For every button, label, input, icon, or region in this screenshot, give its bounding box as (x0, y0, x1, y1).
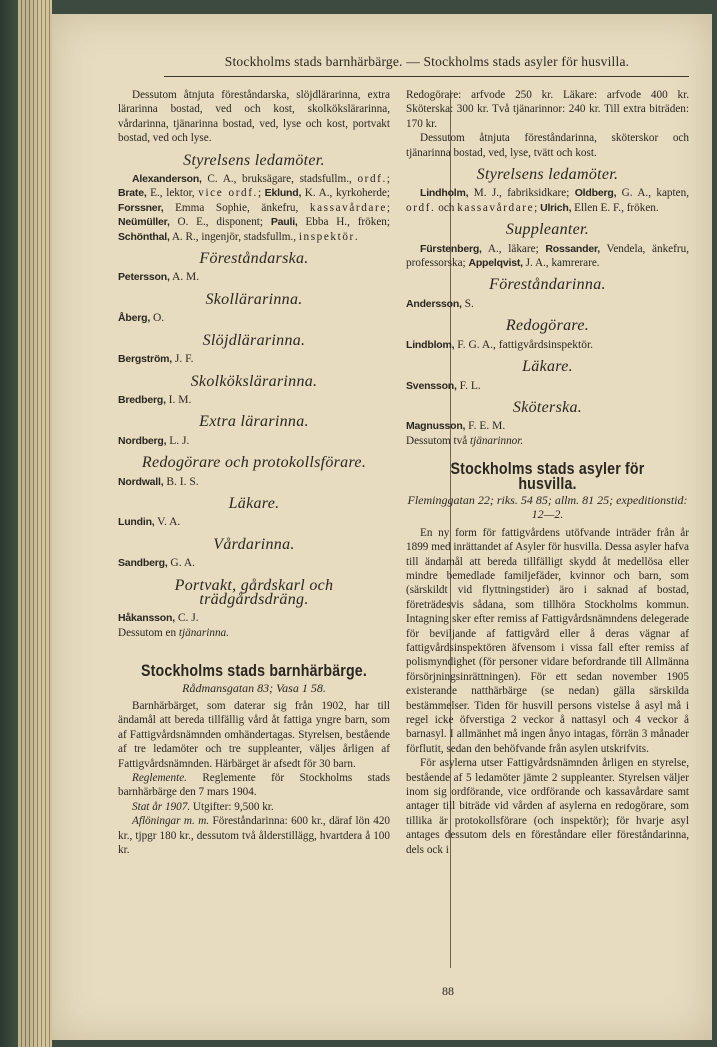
member-name: Appelqvist, (468, 257, 523, 270)
suppleanter-members (406, 242, 689, 271)
board-member-role: vice ordf. (198, 187, 258, 200)
staff-name: Lindblom, (406, 338, 455, 351)
staff-initials: F. L. (456, 379, 481, 392)
board-member-name: Alexanderson, (132, 173, 202, 186)
board-member-detail: C. A., bruksägare, stadsfullm., (201, 173, 358, 186)
page-number: 88 (442, 984, 454, 998)
member-detail: M. J., fabriksidkare; (468, 187, 575, 200)
right-intro-2: Dessutom åtnjuta föreståndarinna, sköterskor och tjänarinna bostad, ved, lyse, tvätt och kost. (406, 132, 689, 159)
right-column (406, 88, 689, 857)
staff-heading: Slöjdlärarinna. (202, 331, 306, 349)
staff-name: Håkansson, (118, 612, 175, 625)
suppleanter-heading: Suppleanter. (505, 221, 590, 239)
staff-heading: Föreståndarinna. (489, 276, 606, 294)
member-name: Ulrich, (540, 201, 572, 214)
staff-name: Nordwall, (118, 475, 164, 488)
member-name: Lindholm, (420, 187, 469, 200)
running-head-left: Stockholms stads barnhärbärge. (224, 54, 403, 69)
staff-initials: I. M. (165, 393, 192, 406)
staff-name: Sandberg, (118, 557, 168, 570)
staff-initials: O. (150, 312, 165, 325)
staff-name: Petersson, (118, 271, 170, 284)
board-member-name: Pauli, (270, 216, 298, 229)
board-member-tail: ; (386, 201, 390, 214)
staff-heading: Läkare. (228, 494, 280, 512)
staff-entry (118, 393, 390, 407)
right-intro: Redogörare: arfvode 250 kr. Läkare: arfvode 400 kr. Sköterska: 300 kr. Två tjänarinnor: 240 kr. Till extra biträden: 170 kr. (406, 89, 689, 130)
section-address: Rådmansgatan 83; Vasa 1 58. (182, 680, 326, 695)
staff-heading: Extra lärarinna. (199, 413, 309, 431)
reglemente-label: Reglemente. (132, 772, 187, 785)
board-member-detail: O. E., disponent; (169, 216, 264, 229)
staff-initials: G. A. (167, 557, 196, 570)
board-member-tail: ; (386, 173, 390, 186)
staff-note-italic: tjänarinna. (178, 626, 229, 639)
staff-entry (118, 434, 390, 448)
staff-name: Magnusson, (406, 420, 466, 433)
staff-entry (118, 475, 390, 489)
member-detail: Ellen E. F., fröken. (571, 201, 659, 214)
board-members (118, 172, 390, 244)
staff-name: Bergström, (118, 353, 173, 366)
running-head (167, 54, 687, 70)
staff-entry (406, 379, 689, 393)
staff-heading: Portvakt, gårdskarl och trädgårdsdräng. (174, 576, 334, 608)
member-detail: och (435, 201, 458, 214)
stat-text: Utgifter: 9,500 kr. (190, 800, 274, 813)
member-name: Rossander, (545, 242, 600, 255)
staff-initials: F. G. A., fattigvårdsinspektör. (454, 338, 594, 351)
staff-entry (406, 419, 689, 433)
header-rule (164, 76, 689, 77)
right-board-members (406, 186, 689, 215)
running-head-right: Stockholms stads asyler för husvilla. (423, 54, 630, 69)
staff-entry (118, 352, 390, 366)
staff-initials: B. I. S. (163, 475, 199, 488)
stat (118, 800, 390, 814)
staff-heading: Redogörare. (505, 317, 590, 335)
right-staff-note-italic: tjänarinnor. (470, 434, 524, 447)
staff-entry (118, 556, 390, 570)
member-detail: Vendela, änkefru, professorska; (406, 242, 689, 270)
staff-heading: Skollärarinna. (205, 290, 303, 308)
member-role: ordf. (406, 201, 436, 214)
staff-name: Svensson, (406, 379, 457, 392)
member-detail: G. A., kapten, (616, 187, 689, 200)
board-member-detail: A. R., ingenjör, stadsfullm., (169, 230, 299, 243)
aflon-label: Aflöningar m. m. (132, 815, 210, 828)
section-text: Barnhärbärget, som daterar sig från 1902, har till ändamål att bereda tillfällig vård åt fattiga yngre barn, som af Fattigvårdsnämnden omhändertagas. Styrelsen, bestående af tre ledamöter och tre suppleanter, väljes årligen af Fattigvårdsnämnden. Härbärget är afsedt för 30 barn. (118, 700, 390, 770)
staff-list (118, 252, 390, 626)
board-member-detail: K. A., kyrkoherde; (301, 187, 391, 200)
member-detail: ; (534, 201, 541, 214)
staff-heading: Sköterska. (512, 398, 583, 416)
right-staff-note-text: Dessutom två (406, 434, 471, 447)
member-name: Fürstenberg, (420, 242, 482, 255)
page-edges (18, 0, 52, 1047)
board-member-tail: ; (257, 187, 262, 200)
staff-name: Lundin, (118, 516, 155, 529)
staff-initials: J. F. (172, 353, 194, 366)
staff-note (118, 626, 390, 640)
aflon (118, 814, 390, 857)
board-member-detail: Emma Sophie, änkefru, (163, 201, 310, 214)
staff-entry (118, 270, 390, 284)
staff-name: Andersson, (406, 297, 462, 310)
member-name: Oldberg, (574, 187, 617, 200)
right-section-address: Fleminggatan 22; riks. 54 85; allm. 81 25; expeditionstid: 12—2. (407, 492, 688, 522)
staff-heading: Läkare. (522, 358, 573, 376)
staff-heading: Skolkökslärarinna. (190, 372, 318, 390)
running-head-dash: — (406, 54, 420, 69)
right-staff-list (406, 278, 689, 433)
staff-note-text: Dessutom en (118, 626, 179, 639)
staff-entry (118, 311, 390, 325)
stat-label: Stat år 1907. (132, 800, 191, 813)
right-para-1: En ny form för fattigvårdens utöfvande inträder från år 1899 med inrättandet af Asyler för husvilla. Dessa asyler hafva till ändamål att bereda tillfälligt skydd åt medellösa eller mindre bemedlade familjefäder, kvinnor och barn, som (särskildt vid flyttningstider) äro i saknad af bostad, företrädesvis sådana, som tillhöra Stockholms kommun. Intagning sker efter remiss af Fattigvårdsnämndens delegerade för beviljande af fattigvård eller å deras vägnar af fattigvårdsinspektören äfvensom i vissa fall efter remiss af polismyndighet (för personer vidare befordrande till Allmänna försörjningsinrättningen). För ett sedan november 1905 existerande natthärbärge (se nedan) gälla särskilda bestämmelser. Tiden för husvill persons vistelse å asyl må i regel icke öfverstiga 2 veckor å nattasyl och 4 veckor å barnasyl. I allmänhet må ingen ånyo intagas, förrän 3 månader förflutit, sedan den behöfvande från asylen utskrifvits. (406, 526, 689, 755)
board-member-name: Forssner, (118, 201, 164, 214)
right-para-2: För asylerna utser Fattigvårdsnämnden årligen en styrelse, bestående af 5 ledamöter jämte 2 suppleanter. Styrelsen väljer inom sig ordförande, vice ordförande och kassavårdare samt antager till biträde vid vården af asylerna en redogörare, som tillika är protokollsförare (och inspektör); för hvarje asyl antages dessutom dels en föreståndare eller föreståndarinna, dels ock i (406, 757, 689, 856)
member-role: kassavårdare (457, 201, 535, 214)
staff-initials: A. M. (169, 271, 200, 284)
reglemente-text: Reglemente för Stockholms stads barnhärbärge den 7 mars 1904. (118, 772, 390, 799)
board-member-name: Neümüller, (118, 216, 170, 229)
reglemente (118, 771, 390, 800)
member-detail: J. A., kamrerare. (522, 257, 600, 270)
board-member-tail: . (354, 230, 358, 243)
board-member-role: kassavårdare (309, 201, 387, 214)
staff-initials: F. E. M. (465, 420, 506, 433)
staff-initials: L. J. (166, 434, 190, 447)
board-heading: Styrelsens ledamöter. (183, 151, 325, 169)
board-member-role: inspektör (298, 230, 355, 243)
right-staff-note (406, 434, 689, 448)
staff-entry (406, 338, 689, 352)
staff-initials: V. A. (154, 516, 181, 529)
right-board-heading: Styrelsens ledamöter. (476, 166, 619, 184)
staff-name: Bredberg, (118, 393, 166, 406)
staff-entry (406, 297, 689, 311)
section-title: Stockholms stads barnhärbärge. (141, 662, 367, 681)
staff-name: Åberg, (118, 312, 151, 325)
staff-heading: Föreståndarska. (199, 250, 309, 268)
board-member-detail: E., lektor, (146, 187, 199, 200)
board-member-detail: Ebba H., fröken; (297, 216, 391, 229)
left-column (118, 88, 390, 857)
staff-entry (118, 515, 390, 529)
intro-paragraph: Dessutom åtnjuta föreståndarska, slöjdlärarinna, extra lärarinna bostad, ved och kost, skolkökslärarinna, vårdarinna, tjänarinna bostad, ved, lyse och kost, portvakt bostad, ved och lyse. (118, 89, 390, 145)
aflon-text: Föreståndarinna: 600 kr., däraf lön 420 kr., tjpgr 180 kr., dessutom två ålderstillägg, hvartdera å 100 kr. (118, 815, 391, 857)
board-member-role: ordf. (357, 173, 387, 186)
staff-name: Nordberg, (118, 434, 167, 447)
staff-heading: Redogörare och protokollsförare. (141, 454, 367, 472)
staff-initials: C. J. (174, 612, 199, 625)
right-section-title: Stockholms stads asyler för husvilla. (450, 460, 645, 493)
board-member-name: Eklund, (264, 187, 302, 200)
staff-initials: S. (461, 297, 474, 310)
staff-heading: Vårdarinna. (213, 535, 295, 553)
staff-entry (118, 611, 390, 625)
board-member-name: Schönthal, (118, 230, 170, 243)
board-member-name: Brate, (118, 187, 147, 200)
member-detail: A., läkare; (481, 242, 546, 255)
